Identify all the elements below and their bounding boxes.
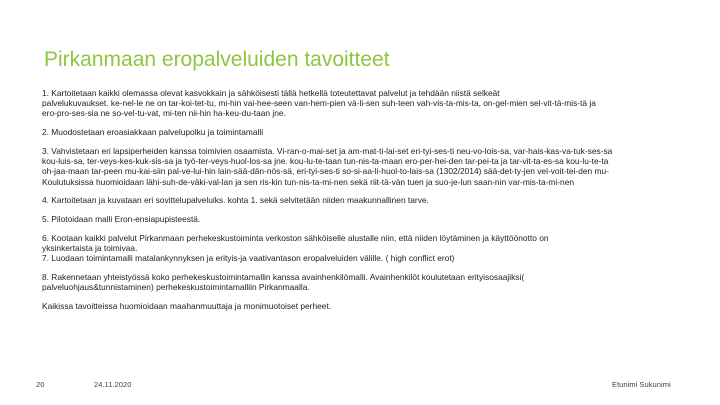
paragraph-line: palveluohjaus&tunnistaminen) perhekeskustoimintamalliin Pirkanmaalla. bbox=[42, 282, 310, 293]
paragraph bbox=[42, 233, 720, 264]
paragraph bbox=[42, 272, 720, 292]
paragraph-line: 5. Pilotoidaan malli Eron-ensiapupisteestä. bbox=[42, 214, 201, 225]
paragraph bbox=[42, 214, 720, 224]
paragraph-line: 3. Vahvistetaan eri lapsiperheiden kanssa toimivien osaamista. Vi-ran-o-mai-set ja am-mat-ti-lai-set eri-tyi-ses-ti neu-vo-lois-sa, var-hais-kas-va-tuk-ses-sa bbox=[42, 146, 613, 156]
footer-date: 24.11.2020 bbox=[94, 380, 132, 389]
paragraph-line: Koulutuksissa huomioidaan lähi-suh-de-väki-val-lan ja sen ris-kin tun-nis-ta-mi-nen sekä riit-tä-vän tuen ja suo-je-lun saan-nin var-mis-ta-mi-nen bbox=[42, 176, 575, 187]
paragraph-line: 6. Kootaan kaikki palvelut Pirkanmaan perhekeskustoiminta verkoston sähköiselle alustalle niin, että niiden löytäminen ja käyttöönotto on bbox=[42, 233, 549, 243]
slide-body bbox=[42, 88, 720, 320]
paragraph-line: oh-jaa-maan tar-peen mu-kai-siin pal-ve-lui-hin lain-sää-dän-nös-sä, eri-tyi-ses-ti so-si-aa-li-huol-to-lais-sa (1302/2014) sää-det-ty-jen vel-voit-tei-den mu- bbox=[42, 166, 609, 177]
paragraph-line: Kaikissa tavoitteissa huomioidaan maahanmuuttaja ja monimuotoiset perheet. bbox=[42, 301, 332, 312]
paragraph bbox=[42, 301, 720, 311]
slide-title: Pirkanmaan eropalveluiden tavoitteet bbox=[44, 48, 390, 71]
paragraph-line: 1. Kartoitetaan kaikki olemassa olevat kasvokkain ja sähköisesti tällä hetkellä toteutettavat palvelut ja tehdään niistä selkeät bbox=[42, 88, 500, 98]
paragraph bbox=[42, 127, 720, 137]
page-number: 20 bbox=[36, 380, 45, 389]
paragraph-line: palvelukuvaukset. ke-nel-le ne on tar-koi-tet-tu, mi-hin vai-hee-seen van-hem-pien vä-li-sen suh-teen vah-vis-ta-mis-ta, on-gel-mien sel-vit-tä-mis-tä ja bbox=[42, 98, 596, 109]
paragraph-line: 4. Kartoitetaan ja kuvataan eri sovittelupalveluiks. kohta 1. sekä selvitetään niiden maakunnallinen tarve. bbox=[42, 195, 429, 206]
paragraph-line: kou-luis-sa, ter-veys-kes-kuk-sis-sa ja työ-ter-veys-huol-los-sa jne. kou-lu-te-taan tun-nis-ta-maan ero-per-hei-den tar-pei-ta ja tar-vit-ta-es-sa kou-lu-te-ta bbox=[42, 156, 609, 167]
paragraph bbox=[42, 195, 720, 205]
footer-author: Etunimi Sukunimi bbox=[612, 380, 671, 389]
paragraph-line: 7. Luodaan toimintamalli matalankynnyksen ja erityis-ja vaativantason eropalveluiden välille. ( high conflict erot) bbox=[42, 253, 455, 264]
paragraph-line: 8. Rakennetaan yhteistyössä koko perhekeskustoimintamallin kanssa avainhenkilömalli. Avainhenkilöt koulutetaan erityisosaajiksi( bbox=[42, 272, 525, 283]
paragraph-line: yksinkertaista ja toimivaa. bbox=[42, 243, 138, 254]
paragraph-line: ero-pro-ses-sia ne so-vel-tu-vat, mi-ten nii-hin ha-keu-du-taan jne. bbox=[42, 108, 286, 119]
paragraph bbox=[42, 146, 720, 187]
paragraph-line: 2. Muodostetaan eroasiakkaan palvelupolku ja toimintamalli bbox=[42, 127, 264, 138]
paragraph bbox=[42, 88, 720, 119]
